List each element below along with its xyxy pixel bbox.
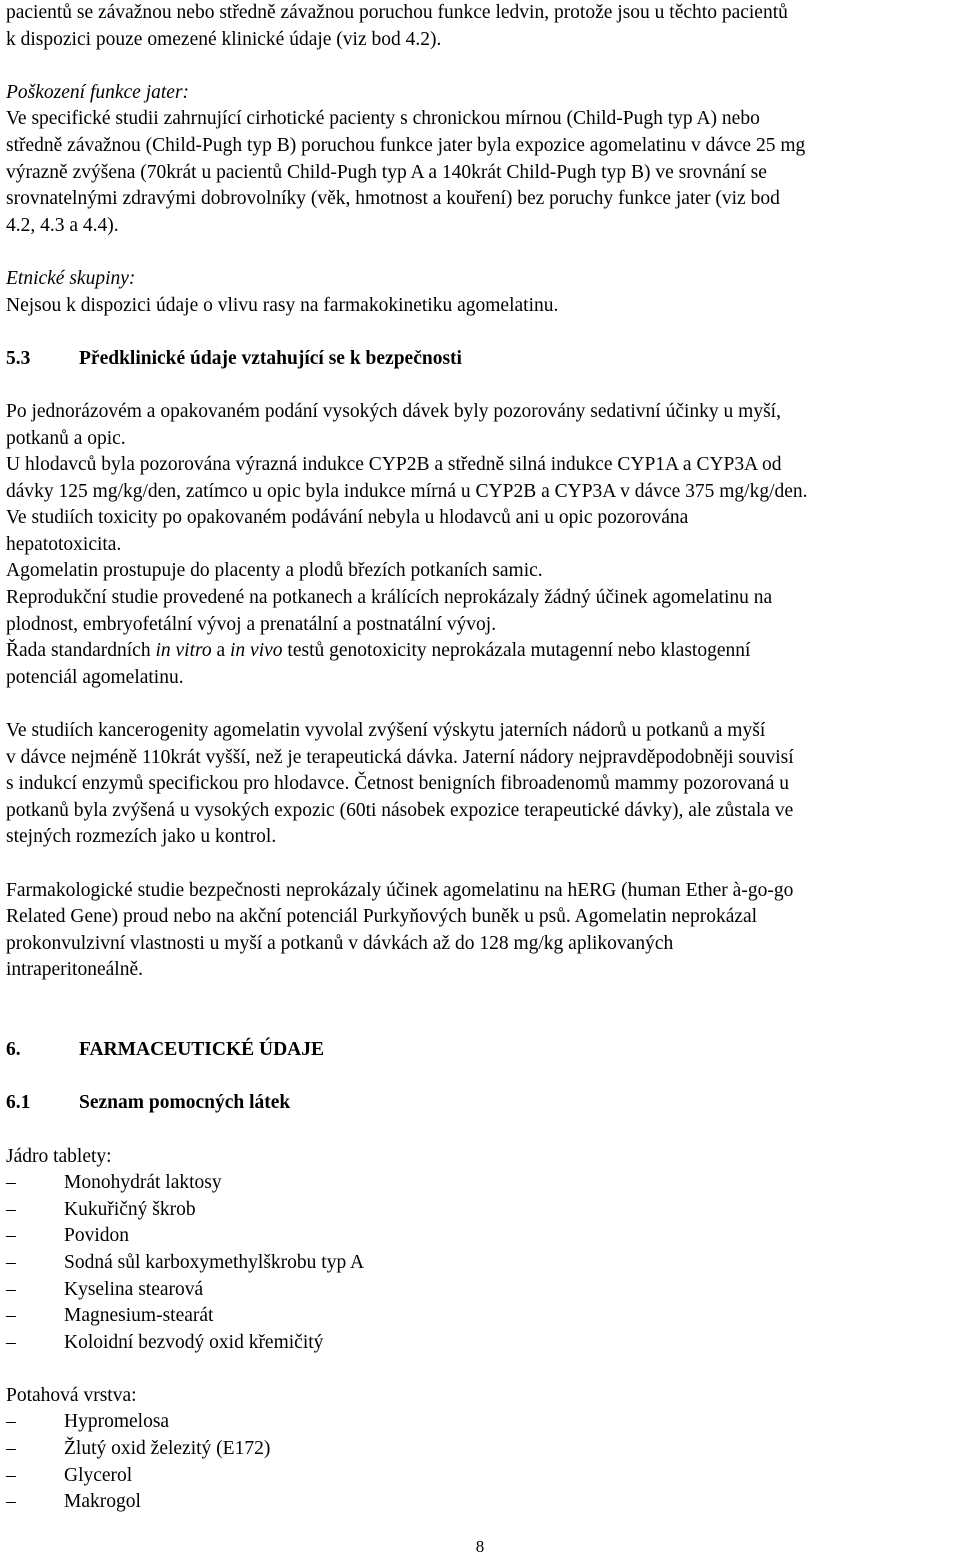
text-line: U hlodavců byla pozorována výrazná indukce CYP2B a středně silná indukce CYP1A a CYP3A od bbox=[6, 454, 782, 476]
text-line: Ve studiích toxicity po opakovaném podávání nebyla u hlodavců ani u opic pozorována bbox=[6, 507, 689, 529]
ethnic-paragraph: Nejsou k dispozici údaje o vlivu rasy na farmakokinetiku agomelatinu. bbox=[6, 294, 559, 316]
text-line: stejných rozmezích jako u kontrol. bbox=[6, 826, 277, 848]
dash-bullet: – bbox=[6, 1491, 16, 1513]
text-line: Ve specifické studii zahrnující cirhotické pacienty s chronickou mírnou (Child-Pugh typ A) nebo bbox=[6, 108, 760, 130]
text-line: Related Gene) proud nebo na akční potenciál Purkyňových buněk u psů. Agomelatin neprokázal bbox=[6, 906, 758, 928]
document-page bbox=[6, 0, 954, 1516]
text-line: pacientů se závažnou nebo středně závažnou poruchou funkce ledvin, protože jsou u těchto pacientů bbox=[6, 2, 788, 23]
excipient-name: Hypromelosa bbox=[64, 1411, 170, 1433]
excipient-name: Magnesium-stearát bbox=[64, 1305, 214, 1327]
carcinogenicity-paragraph bbox=[6, 718, 954, 851]
text-line: potkanů a opic. bbox=[6, 427, 126, 449]
text-line: dávky 125 mg/kg/den, zatímco u opic byla indukce mírná u CYP2B a CYP3A v dávce 375 mg/kg/den. bbox=[6, 480, 808, 502]
genotoxicity-line bbox=[6, 638, 954, 665]
list-item bbox=[6, 1436, 954, 1463]
text-line: srovnatelnými zdravými dobrovolníky (věk, hmotnost a kouření) bez poruchy funkce jater (viz bod bbox=[6, 188, 780, 210]
section-number: 6.1 bbox=[6, 1092, 31, 1114]
list-item bbox=[6, 1463, 954, 1490]
dash-bullet: – bbox=[6, 1198, 16, 1220]
film-coating-list bbox=[6, 1409, 954, 1515]
renal-paragraph bbox=[6, 0, 954, 53]
italic-term: in vitro bbox=[155, 640, 212, 662]
list-item bbox=[6, 1197, 954, 1224]
list-item bbox=[6, 1250, 954, 1277]
text-line: výrazně zvýšena (70krát u pacientů Child-Pugh typ A a 140krát Child-Pugh typ B) ve srovnání se bbox=[6, 161, 767, 183]
text-line: Farmakologické studie bezpečnosti neprokázaly účinek agomelatinu na hERG (human Ether à-go-go bbox=[6, 879, 794, 901]
text-line: Agomelatin prostupuje do placenty a plodů březích potkaních samic. bbox=[6, 560, 543, 582]
dash-bullet: – bbox=[6, 1278, 16, 1300]
list-item bbox=[6, 1489, 954, 1516]
text-line: středně závažnou (Child-Pugh typ B) poruchou funkce jater byla expozice agomelatinu v dávce 25 mg bbox=[6, 134, 806, 156]
liver-paragraph bbox=[6, 106, 954, 239]
film-coating-label: Potahová vrstva: bbox=[6, 1384, 137, 1406]
preclinical-paragraph bbox=[6, 399, 954, 692]
dash-bullet: – bbox=[6, 1225, 16, 1247]
dash-bullet: – bbox=[6, 1464, 16, 1486]
text-line: prokonvulzivní vlastnosti u myší a potkanů v dávkách až do 128 mg/kg aplikovaných bbox=[6, 932, 674, 954]
tablet-core-label: Jádro tablety: bbox=[6, 1145, 112, 1167]
dash-bullet: – bbox=[6, 1305, 16, 1327]
subheading-ethnic-groups: Etnické skupiny: bbox=[6, 267, 136, 289]
section-number: 5.3 bbox=[6, 347, 31, 369]
excipient-name: Povidon bbox=[64, 1225, 130, 1247]
subheading-liver-impairment: Poškození funkce jater: bbox=[6, 81, 190, 103]
dash-bullet: – bbox=[6, 1411, 16, 1433]
text-segment: a bbox=[211, 640, 231, 662]
text-segment: testů genotoxicity neprokázala mutagenní nebo klastogenní bbox=[282, 640, 751, 662]
dash-bullet: – bbox=[6, 1438, 16, 1460]
text-line: s indukcí enzymů specifickou pro hlodavce. Četnost benigních fibroadenomů mammy pozorovaná u bbox=[6, 773, 790, 795]
text-line: 4.2, 4.3 a 4.4). bbox=[6, 214, 119, 236]
text-line: k dispozici pouze omezené klinické údaje (viz bod 4.2). bbox=[6, 28, 442, 50]
page-number: 8 bbox=[475, 1537, 485, 1556]
tablet-core-list bbox=[6, 1170, 954, 1356]
list-item bbox=[6, 1170, 954, 1197]
excipient-name: Koloidní bezvodý oxid křemičitý bbox=[64, 1331, 324, 1353]
excipient-name: Sodná sůl karboxymethylškrobu typ A bbox=[64, 1251, 365, 1273]
italic-term: in vivo bbox=[230, 640, 283, 662]
text-segment: Řada standardních bbox=[6, 640, 156, 662]
excipient-name: Monohydrát laktosy bbox=[64, 1172, 222, 1194]
list-item bbox=[6, 1277, 954, 1304]
safety-pharmacology-paragraph bbox=[6, 878, 954, 984]
section-title: Předklinické údaje vztahující se k bezpečnosti bbox=[79, 347, 462, 369]
excipient-name: Žlutý oxid železitý (E172) bbox=[64, 1438, 271, 1460]
list-item bbox=[6, 1330, 954, 1357]
list-item bbox=[6, 1409, 954, 1436]
text-line: v dávce nejméně 110krát vyšší, než je terapeutická dávka. Jaterní nádory nejpravděpodobněji souvisí bbox=[6, 746, 794, 768]
dash-bullet: – bbox=[6, 1251, 16, 1273]
section-title: FARMACEUTICKÉ ÚDAJE bbox=[79, 1039, 325, 1061]
dash-bullet: – bbox=[6, 1172, 16, 1194]
excipient-name: Kyselina stearová bbox=[64, 1278, 204, 1300]
text-line: plodnost, embryofetální vývoj a prenatální a postnatální vývoj. bbox=[6, 613, 497, 635]
dash-bullet: – bbox=[6, 1331, 16, 1353]
excipient-name: Kukuřičný škrob bbox=[64, 1198, 196, 1220]
list-item bbox=[6, 1223, 954, 1250]
text-line: hepatotoxicita. bbox=[6, 533, 122, 555]
text-line: Reprodukční studie provedené na potkanech a králících neprokázaly žádný účinek agomelatinu na bbox=[6, 587, 773, 609]
excipient-name: Glycerol bbox=[64, 1464, 133, 1486]
text-line: Po jednorázovém a opakovaném podání vysokých dávek byly pozorovány sedativní účinky u myší, bbox=[6, 400, 781, 422]
section-heading-5-3 bbox=[6, 346, 954, 373]
list-item bbox=[6, 1303, 954, 1330]
text-line: potenciál agomelatinu. bbox=[6, 666, 184, 688]
text-line: Ve studiích kancerogenity agomelatin vyvolal zvýšení výskytu jaterních nádorů u potkanů a myší bbox=[6, 720, 766, 742]
section-number: 6. bbox=[6, 1039, 21, 1061]
section-heading-6 bbox=[6, 1037, 954, 1064]
section-title: Seznam pomocných látek bbox=[79, 1092, 291, 1114]
section-heading-6-1 bbox=[6, 1090, 954, 1117]
text-line: potkanů byla zvýšená u vysokých expozic (60ti násobek expozice terapeutické dávky), ale zůstala ve bbox=[6, 799, 794, 821]
text-line: intraperitoneálně. bbox=[6, 959, 143, 981]
excipient-name: Makrogol bbox=[64, 1491, 141, 1513]
